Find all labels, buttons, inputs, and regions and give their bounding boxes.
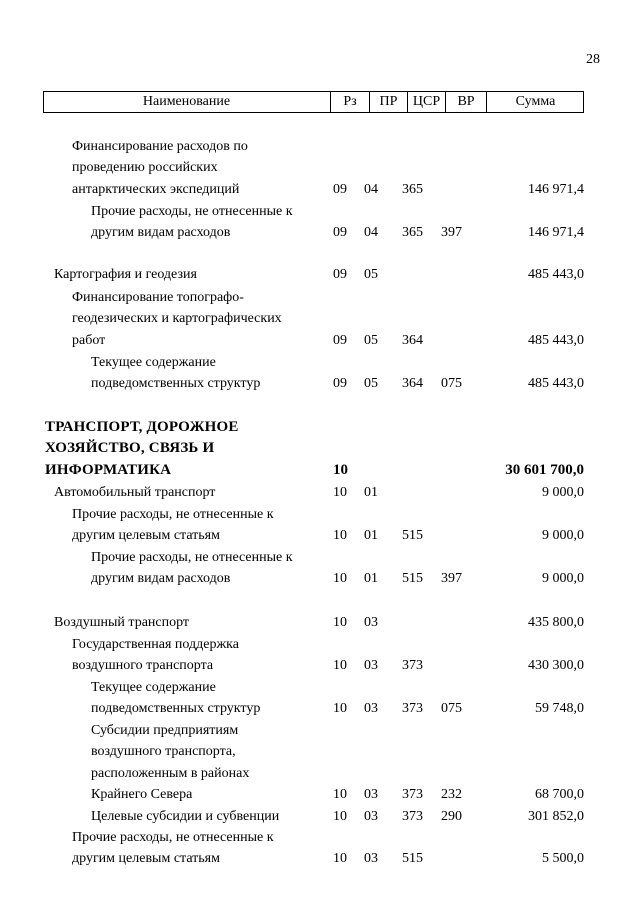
row-name-line: Финансирование топографо- bbox=[72, 290, 244, 305]
row-name bbox=[72, 136, 248, 200]
row-csr: 364 bbox=[402, 376, 423, 392]
row-name-line: работ bbox=[72, 332, 106, 348]
row-name-line: Текущее содержание bbox=[91, 680, 216, 695]
row-rz: 10 bbox=[333, 787, 347, 803]
row-name-line: воздушного транспорта bbox=[72, 658, 214, 674]
row-rz: 09 bbox=[333, 181, 347, 197]
table-row bbox=[0, 136, 640, 200]
row-name-line: Автомобильный транспорт bbox=[54, 485, 216, 500]
row-csr: 515 bbox=[402, 571, 423, 587]
row-name-line: воздушного транспорта, bbox=[91, 744, 236, 760]
row-csr: 373 bbox=[402, 808, 423, 824]
row-pr: 01 bbox=[364, 528, 378, 544]
header-rz: Рз bbox=[330, 92, 369, 112]
row-name-line: Прочие расходы, не отнесенные к bbox=[91, 550, 293, 565]
row-pr: 04 bbox=[364, 225, 378, 241]
table-row bbox=[0, 352, 640, 395]
row-rz: 10 bbox=[333, 484, 347, 500]
row-rz: 10 bbox=[333, 658, 347, 674]
row-csr: 515 bbox=[402, 528, 423, 544]
row-csr: 515 bbox=[402, 851, 423, 867]
row-sum: 485 443,0 bbox=[528, 332, 584, 348]
row-rz: 10 bbox=[333, 461, 348, 478]
row-name-line: Воздушный транспорт bbox=[54, 615, 190, 630]
row-csr: 364 bbox=[402, 332, 423, 348]
row-name-line: подведомственных структур bbox=[91, 701, 261, 717]
row-pr: 03 bbox=[364, 658, 378, 674]
row-sum: 301 852,0 bbox=[528, 808, 584, 824]
row-name bbox=[91, 720, 249, 806]
table-row bbox=[0, 827, 640, 870]
row-csr: 373 bbox=[402, 658, 423, 674]
row-sum: 435 800,0 bbox=[528, 614, 584, 630]
row-pr: 03 bbox=[364, 787, 378, 803]
row-sum: 485 443,0 bbox=[528, 266, 584, 282]
row-name-line: Прочие расходы, не отнесенные к bbox=[91, 204, 293, 219]
row-name-line: Текущее содержание bbox=[91, 355, 216, 370]
row-name-line: другим целевым статьям bbox=[72, 528, 220, 544]
row-name bbox=[72, 504, 274, 547]
header-csr: ЦСР bbox=[407, 92, 445, 112]
row-sum: 59 748,0 bbox=[535, 701, 584, 717]
row-name bbox=[72, 634, 239, 677]
row-rz: 09 bbox=[333, 266, 347, 282]
row-name bbox=[54, 264, 197, 285]
row-rz: 09 bbox=[333, 225, 347, 241]
row-name bbox=[45, 417, 239, 481]
row-sum: 485 443,0 bbox=[528, 376, 584, 392]
row-pr: 03 bbox=[364, 614, 378, 630]
table-row bbox=[0, 612, 640, 633]
header-name: Наименование bbox=[142, 94, 231, 109]
page-number: 28 bbox=[586, 52, 600, 67]
row-vr: 397 bbox=[441, 225, 462, 241]
row-name-line: Финансирование расходов по bbox=[72, 139, 248, 154]
table-row bbox=[0, 482, 640, 503]
row-name-line: Прочие расходы, не отнесенные к bbox=[72, 507, 274, 522]
row-name bbox=[72, 287, 282, 351]
header-sum: Сумма bbox=[486, 92, 584, 112]
row-pr: 05 bbox=[364, 266, 378, 282]
row-name-line: ХОЗЯЙСТВО, СВЯЗЬ И bbox=[45, 440, 215, 457]
row-pr: 05 bbox=[364, 376, 378, 392]
row-rz: 10 bbox=[333, 528, 347, 544]
row-name-line: Субсидии предприятиям bbox=[91, 723, 239, 738]
row-name bbox=[54, 612, 189, 633]
table-row bbox=[0, 287, 640, 351]
row-name bbox=[91, 201, 293, 244]
row-sum: 9 000,0 bbox=[542, 528, 584, 544]
row-csr: 365 bbox=[402, 225, 423, 241]
row-name-line: Картография и геодезия bbox=[54, 267, 197, 282]
row-rz: 10 bbox=[333, 808, 347, 824]
row-name-line: антарктических экспедиций bbox=[72, 181, 240, 197]
row-rz: 10 bbox=[333, 851, 347, 867]
row-sum: 30 601 700,0 bbox=[505, 461, 584, 478]
row-name bbox=[72, 827, 274, 870]
row-csr: 373 bbox=[402, 787, 423, 803]
row-name-line: другим целевым статьям bbox=[72, 851, 220, 867]
row-name-line: Целевые субсидии и субвенции bbox=[91, 809, 280, 824]
table-row bbox=[0, 504, 640, 547]
row-name bbox=[91, 547, 293, 590]
row-name bbox=[91, 806, 279, 827]
row-sum: 9 000,0 bbox=[542, 571, 584, 587]
row-pr: 01 bbox=[364, 571, 378, 587]
row-pr: 04 bbox=[364, 181, 378, 197]
row-rz: 10 bbox=[333, 701, 347, 717]
row-name-line: геодезических и картографических bbox=[72, 311, 282, 327]
table-row bbox=[0, 720, 640, 806]
row-rz: 09 bbox=[333, 376, 347, 392]
row-sum: 9 000,0 bbox=[542, 484, 584, 500]
row-name bbox=[91, 677, 260, 720]
row-rz: 09 bbox=[333, 332, 347, 348]
row-name-line: проведению российских bbox=[72, 160, 218, 176]
row-name-line: ТРАНСПОРТ, ДОРОЖНОЕ bbox=[45, 419, 239, 435]
table-row bbox=[0, 547, 640, 590]
row-sum: 146 971,4 bbox=[528, 181, 584, 197]
row-pr: 03 bbox=[364, 851, 378, 867]
row-name bbox=[54, 482, 215, 503]
row-name bbox=[91, 352, 260, 395]
row-pr: 03 bbox=[364, 808, 378, 824]
row-name-line: расположенным в районах bbox=[91, 765, 250, 781]
row-csr: 365 bbox=[402, 181, 423, 197]
row-sum: 146 971,4 bbox=[528, 225, 584, 241]
row-name-line: ИНФОРМАТИКА bbox=[45, 461, 172, 478]
table-row bbox=[0, 806, 640, 827]
row-name-line: другим видам расходов bbox=[91, 225, 231, 241]
row-pr: 01 bbox=[364, 484, 378, 500]
row-vr: 075 bbox=[441, 701, 462, 717]
row-name-line: другим видам расходов bbox=[91, 571, 231, 587]
table-row bbox=[0, 264, 640, 285]
header-vr: ВР bbox=[445, 92, 486, 112]
row-rz: 10 bbox=[333, 571, 347, 587]
row-csr: 373 bbox=[402, 701, 423, 717]
table-row bbox=[0, 677, 640, 720]
row-vr: 397 bbox=[441, 571, 462, 587]
row-sum: 430 300,0 bbox=[528, 658, 584, 674]
table-row bbox=[0, 417, 640, 481]
row-sum: 5 500,0 bbox=[542, 851, 584, 867]
row-name-line: Прочие расходы, не отнесенные к bbox=[72, 830, 274, 845]
table-row bbox=[0, 201, 640, 244]
row-name-line: Крайнего Севера bbox=[91, 787, 193, 803]
row-pr: 05 bbox=[364, 332, 378, 348]
table-row bbox=[0, 634, 640, 677]
header-pr: ПР bbox=[369, 92, 407, 112]
row-vr: 075 bbox=[441, 376, 462, 392]
row-pr: 03 bbox=[364, 701, 378, 717]
row-rz: 10 bbox=[333, 614, 347, 630]
row-sum: 68 700,0 bbox=[535, 787, 584, 803]
row-vr: 290 bbox=[441, 808, 462, 824]
row-name-line: Государственная поддержка bbox=[72, 637, 239, 652]
row-name-line: подведомственных структур bbox=[91, 376, 261, 392]
row-vr: 232 bbox=[441, 787, 462, 803]
